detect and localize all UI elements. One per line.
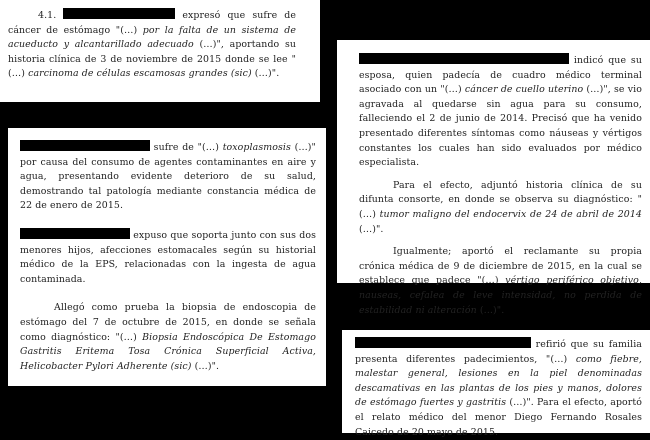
document-fragment-bottom-right (342, 330, 650, 438)
document-fragment-top-left (0, 0, 320, 102)
paragraph: sufre de "(…) toxoplasmosis (…)" por causa del consumo de agentes contaminantes en aire y agua, presentando evidente deterioro de su salud, demostrando tal patología mediante constancia médica de 22 de enero de 2015. (20, 142, 316, 212)
redacted-block (20, 140, 150, 151)
paragraph: refirió que su familia presenta diferentes padecimientos, "(…) como fiebre, malestar general, lesiones en la piel denominadas descamativas en las plantas de los pies y manos, dolores de estómago fuertes y gastritis (…)". Para el efecto, aportó el relato médico del menor Diego Fernando Rosales Caicedo de 20 mayo de 2015. (355, 339, 642, 438)
document-fragment-top-right (337, 40, 650, 316)
paragraph: indicó que su esposa, quien padecía de cuadro médico terminal asociado con un "(…) cáncer de cuello uterino (…)", se vio agravada al quedarse sin agua para su consumo, falleciendo el 2 de junio de 2014. Precisó que ha venido presentado diferentes síntomas como náuseas y vértigos constantes los cuales han sido evaluados por médico especialista. (359, 55, 642, 169)
section-number: 4.1. (38, 10, 57, 21)
redacted-block (63, 8, 175, 19)
paragraph: Para el efecto, adjuntó historia clínica de su difunta consorte, en donde se observa su diagnóstico: "(…) tumor maligno del endocervix de 24 de abril de 2014 (…)". (359, 179, 642, 235)
redacted-block (20, 228, 130, 239)
paragraph: expuso que soporta junto con sus dos menores hijos, afecciones estomacales según su historial médico de la EPS, relacionadas con la ingesta de agua contaminada. (20, 229, 316, 285)
redacted-block (355, 337, 531, 348)
redacted-block (359, 53, 569, 64)
paragraph: Allegó como prueba la biopsia de endoscopia de estómago del 7 de octubre de 2015, en donde se señala como diagnóstico: "(…) Biopsia Endoscópica De Estomago Gastritis Eritema Tosa Crónica Superficial Activa, Helicobacter Pylori Adherente (sic) (…)". (20, 302, 316, 372)
document-fragment-mid-left (8, 128, 326, 386)
paragraph: 4.1. expresó que sufre de cáncer de estómago "(…) por la falta de un sistema de acueducto y alcantarillado adecuado (…)", aportando su historia clínica de 3 de noviembre de 2015 donde se lee "(…) carcinoma de células escamosas grandes (sic) (…)". (8, 10, 296, 80)
paragraph: Igualmente; aportó el reclamante su propia crónica médica de 9 de diciembre de 2015, en la cual se establece que padece "(…) vértigo periférico objetivo, nauseas, cefalea de leve intensidad, no perdida de estabilidad ni alteración (…)". (359, 246, 642, 316)
